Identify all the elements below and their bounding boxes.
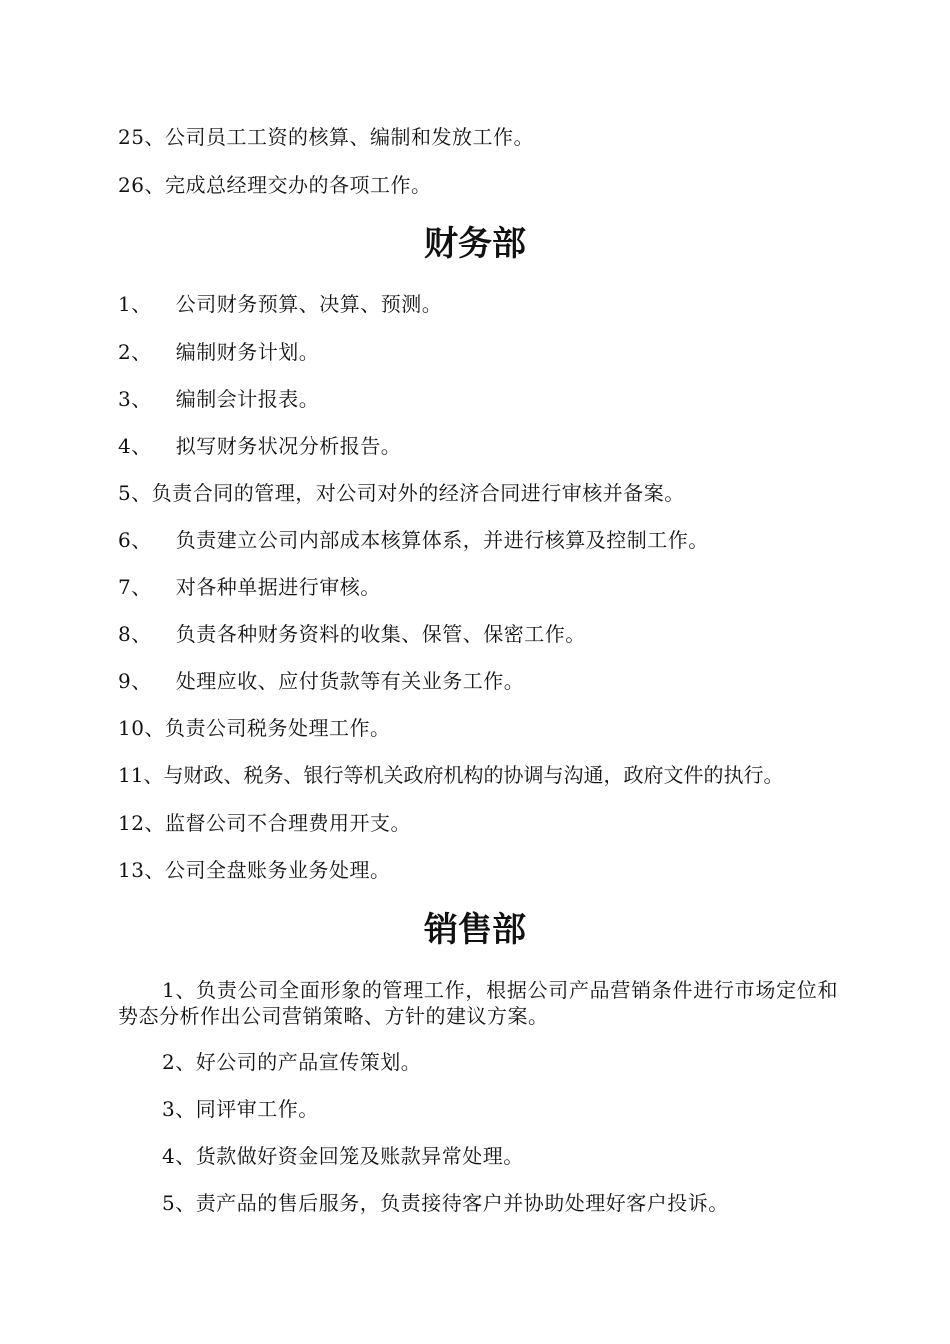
item-text: 拟写财务状况分析报告。 <box>175 434 402 458</box>
item-text: 对各种单据进行审核。 <box>175 575 381 599</box>
item-number: 6、 <box>118 528 152 552</box>
item-text: 处理应收、应付货款等有关业务工作。 <box>175 669 525 693</box>
list-item <box>118 574 381 600</box>
section-title-finance: 财务部 <box>424 224 526 264</box>
list-item: 13、公司全盘账务业务处理。 <box>118 858 391 882</box>
item-number: 7、 <box>118 575 152 599</box>
list-item: 2、好公司的产品宣传策划。 <box>162 1050 422 1074</box>
list-item: 12、监督公司不合理费用开支。 <box>118 811 411 835</box>
list-item: 10、负责公司税务处理工作。 <box>118 716 391 740</box>
item-text: 编制财务计划。 <box>175 340 320 364</box>
list-item <box>118 668 524 694</box>
section-title-sales: 销售部 <box>424 910 526 950</box>
item-text: 编制会计报表。 <box>175 387 320 411</box>
list-item: 3、同评审工作。 <box>162 1097 319 1121</box>
list-item: 5、负责合同的管理，对公司对外的经济合同进行审核并备案。 <box>118 481 685 505</box>
item-number: 2、 <box>118 340 152 364</box>
list-item <box>118 386 319 412</box>
item-number: 8、 <box>118 622 152 646</box>
item-text: 负责建立公司内部成本核算体系，并进行核算及控制工作。 <box>175 528 709 552</box>
item-number: 3、 <box>118 387 152 411</box>
item-number: 1、 <box>118 292 152 316</box>
list-item: 26、完成总经理交办的各项工作。 <box>118 173 432 197</box>
list-item <box>118 291 442 317</box>
list-item: 5、责产品的售后服务，负责接待客户并协助处理好客户投诉。 <box>162 1191 729 1215</box>
list-item: 4、货款做好资金回笼及账款异常处理。 <box>162 1144 524 1168</box>
list-item <box>118 527 709 553</box>
item-number: 4、 <box>118 434 152 458</box>
list-item <box>118 621 586 647</box>
list-item <box>118 339 319 365</box>
item-number: 9、 <box>118 669 152 693</box>
item-text: 公司财务预算、决算、预测。 <box>175 292 443 316</box>
list-item: 11、与财政、税务、银行等机关政府机构的协调与沟通，政府文件的执行。 <box>118 763 784 787</box>
list-item: 25、公司员工工资的核算、编制和发放工作。 <box>118 125 534 149</box>
list-item <box>118 433 401 459</box>
list-item: 1、负责公司全面形象的管理工作，根据公司产品营销条件进行市场定位和势态分析作出公司营销策略、方针的建议方案。 <box>118 978 838 1028</box>
item-text: 负责各种财务资料的收集、保管、保密工作。 <box>175 622 586 646</box>
